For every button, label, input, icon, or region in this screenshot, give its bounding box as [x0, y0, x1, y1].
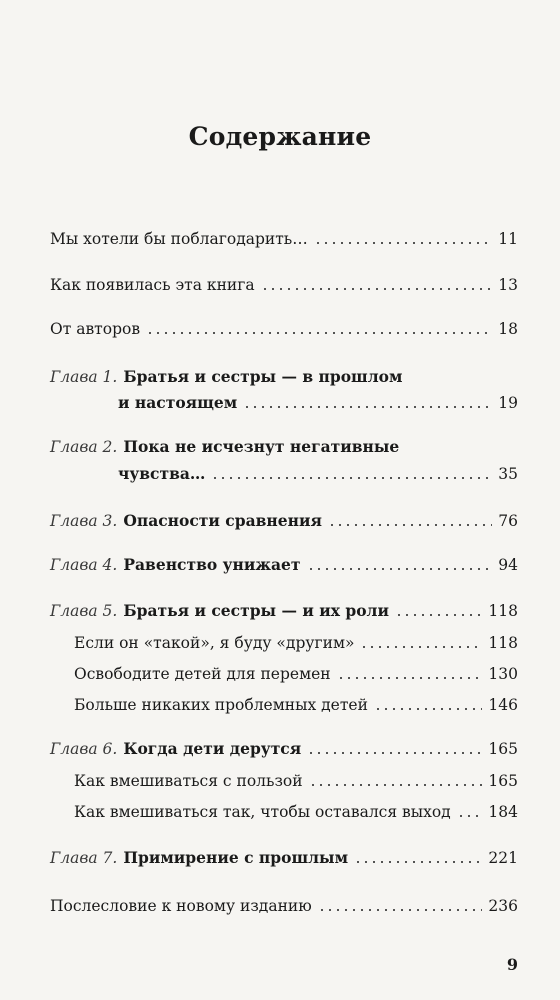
toc-page-number: 18 — [498, 320, 518, 338]
toc-chapter-entry — [50, 364, 518, 390]
dot-leader — [309, 784, 483, 786]
dot-leader — [146, 332, 492, 334]
toc-page-number: 94 — [498, 556, 518, 574]
dot-leader — [328, 524, 492, 526]
toc-entry-label: Мы хотели бы поблагодарить… — [50, 230, 308, 248]
page-title: Содержание — [188, 122, 372, 151]
toc-subentry-label: Больше никаких проблемных детей — [74, 696, 368, 714]
toc-subentry-label: Как вмешиваться так, чтобы оставался выход — [74, 803, 451, 821]
toc-entry — [50, 272, 518, 298]
chapter-title: Когда дети дерутся — [123, 739, 302, 758]
toc-entry-label: Послесловие к новому изданию — [50, 897, 312, 915]
toc-chapter-entry — [50, 434, 518, 460]
chapter-title: Братья и сестры — в прошлом — [123, 367, 403, 386]
toc-chapter-entry — [50, 508, 518, 534]
toc-chapter-entry — [50, 552, 518, 578]
chapter-marker: Глава 4. — [50, 556, 118, 574]
chapter-title: Пока не исчезнут негативные — [123, 437, 400, 456]
dot-leader — [374, 708, 482, 710]
toc-page-number: 13 — [498, 276, 518, 294]
toc-page-number: 184 — [488, 803, 518, 821]
toc-subentry — [74, 799, 518, 825]
toc-entry-label: От авторов — [50, 320, 141, 338]
toc-page-number: 118 — [488, 634, 518, 652]
toc-page-number: 165 — [488, 772, 518, 790]
dot-leader — [457, 815, 483, 817]
toc-subentry — [74, 692, 518, 718]
toc-subentry-label: Как вмешиваться с пользой — [74, 772, 303, 790]
toc-page-number: 165 — [488, 740, 518, 758]
toc-subentry — [74, 630, 518, 656]
toc-page-number: 146 — [488, 696, 518, 714]
dot-leader — [307, 752, 482, 754]
chapter-marker: Глава 6. — [50, 740, 118, 758]
chapter-title: Братья и сестры — и их роли — [123, 601, 389, 620]
dot-leader — [243, 406, 492, 408]
dot-leader — [307, 568, 493, 570]
chapter-title-continuation: и настоящем — [118, 393, 238, 412]
chapter-marker: Глава 3. — [50, 512, 118, 530]
toc-entry-label: Как появилась эта книга — [50, 276, 255, 294]
toc-page-number: 118 — [488, 602, 518, 620]
toc-entry — [50, 226, 518, 252]
dot-leader — [360, 646, 482, 648]
toc-chapter-entry — [50, 845, 518, 871]
chapter-marker: Глава 7. — [50, 849, 118, 867]
dot-leader — [314, 242, 493, 244]
chapter-marker: Глава 5. — [50, 602, 118, 620]
toc-chapter-entry — [50, 598, 518, 624]
toc-page-number: 76 — [498, 512, 518, 530]
chapter-title-continuation: чувства… — [118, 464, 206, 483]
toc-subentry — [74, 768, 518, 794]
chapter-title: Равенство унижает — [123, 555, 301, 574]
dot-leader — [261, 288, 493, 290]
chapter-title: Примирение с прошлым — [123, 848, 349, 867]
toc-page-number: 35 — [498, 465, 518, 483]
toc-entry — [50, 893, 518, 919]
dot-leader — [337, 677, 483, 679]
toc-page-number: 236 — [488, 897, 518, 915]
chapter-marker: Глава 1. — [50, 368, 118, 386]
toc-entry — [50, 316, 518, 342]
toc-page-number: 221 — [488, 849, 518, 867]
dot-leader — [211, 477, 492, 479]
toc-page-number: 11 — [498, 230, 518, 248]
chapter-title: Опасности сравнения — [123, 511, 322, 530]
dot-leader — [395, 614, 482, 616]
toc-subentry — [74, 661, 518, 687]
toc-page-number: 130 — [488, 665, 518, 683]
chapter-marker: Глава 2. — [50, 438, 118, 456]
toc-subentry-label: Если он «такой», я буду «другим» — [74, 634, 355, 652]
page-number: 9 — [506, 955, 518, 974]
toc-subentry-label: Освободите детей для перемен — [74, 665, 331, 683]
toc-chapter-entry — [50, 736, 518, 762]
dot-leader — [354, 861, 482, 863]
toc-page-number: 19 — [498, 394, 518, 412]
dot-leader — [318, 909, 483, 911]
toc-chapter-continuation — [118, 390, 518, 416]
toc-chapter-continuation — [118, 461, 518, 487]
